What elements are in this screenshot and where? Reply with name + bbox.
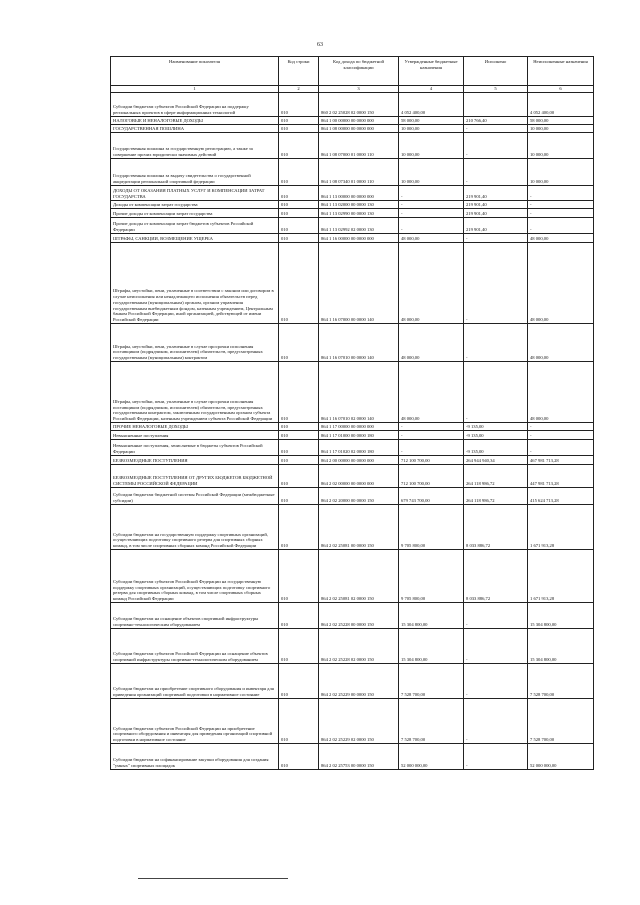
row-name-cell: НАЛОГОВЫЕ И НЕНАЛОГОВЫЕ ДОХОДЫ xyxy=(111,117,279,125)
row-line-code-cell: 010 xyxy=(279,456,319,465)
row-approved-cell: 679 743 700,00 xyxy=(399,488,464,505)
row-line-code-cell: 010 xyxy=(279,218,319,234)
row-executed-cell: - xyxy=(464,603,528,629)
row-executed-cell: - xyxy=(464,324,528,362)
row-income-code-cell: 864 1 16 07010 02 0000 140 xyxy=(319,362,399,423)
row-income-code-cell: 864 1 16 07000 00 0000 140 xyxy=(319,243,399,324)
row-executed-cell: 210 766,40 xyxy=(464,117,528,125)
row-name-cell: Субсидии бюджетам бюджетной системы Российской Федерации (межбюджетные субсидии) xyxy=(111,488,279,505)
row-income-code-cell: 864 2 02 25081 00 0000 150 xyxy=(319,505,399,550)
table-row xyxy=(111,209,594,218)
row-name-cell: Субсидии бюджетам на софинансирование закупки оборудования для создания "умных" спортивных площадок xyxy=(111,744,279,770)
table-row xyxy=(111,603,594,629)
row-line-code-cell: 010 xyxy=(279,465,319,488)
row-name-cell: ШТРАФЫ, САНКЦИИ, ВОЗМЕЩЕНИЕ УЩЕРБА xyxy=(111,234,279,243)
table-row xyxy=(111,431,594,440)
row-line-code-cell: 010 xyxy=(279,505,319,550)
table-row xyxy=(111,234,594,243)
row-income-code-cell: 864 1 08 07340 01 0000 110 xyxy=(319,159,399,186)
row-executed-cell: 8 033 886,72 xyxy=(464,505,528,550)
table-row xyxy=(111,324,594,362)
table-row xyxy=(111,699,594,744)
row-income-code-cell: 864 2 00 00000 00 0000 000 xyxy=(319,456,399,465)
budget-income-table xyxy=(110,56,594,770)
row-unexecuted-cell: 10 000,00 xyxy=(528,159,594,186)
row-unexecuted-cell: 48 000,00 xyxy=(528,324,594,362)
row-approved-cell: 7 528 700,00 xyxy=(399,664,464,699)
row-line-code-cell: 010 xyxy=(279,201,319,209)
row-name-cell: ГОСУДАРСТВЕННАЯ ПОШЛИНА xyxy=(111,125,279,133)
table-row xyxy=(111,550,594,603)
row-executed-cell: 264 944 940,34 xyxy=(464,456,528,465)
row-unexecuted-cell: - xyxy=(528,423,594,431)
table-row xyxy=(111,465,594,488)
row-unexecuted-cell: 415 624 713,28 xyxy=(528,488,594,505)
row-executed-cell: -9 135,00 xyxy=(464,431,528,440)
row-line-code-cell: 010 xyxy=(279,234,319,243)
row-executed-cell: - xyxy=(464,744,528,770)
row-name-cell: Доходы от компенсации затрат государства xyxy=(111,201,279,209)
row-executed-cell: -9 135,00 xyxy=(464,440,528,456)
header-line-code: Код строки xyxy=(279,57,319,86)
table-row xyxy=(111,201,594,209)
row-unexecuted-cell: 7 528 700,00 xyxy=(528,699,594,744)
table-row xyxy=(111,456,594,465)
row-line-code-cell: 010 xyxy=(279,209,319,218)
column-number: 4 xyxy=(399,86,464,93)
row-unexecuted-cell: 58 000,00 xyxy=(528,117,594,125)
row-unexecuted-cell: 467 981 713,28 xyxy=(528,456,594,465)
row-unexecuted-cell: 10 000,00 xyxy=(528,125,594,133)
row-line-code-cell: 010 xyxy=(279,117,319,125)
row-unexecuted-cell: 447 981 713,28 xyxy=(528,465,594,488)
row-income-code-cell: 864 2 02 25228 00 0000 150 xyxy=(319,603,399,629)
row-line-code-cell: 010 xyxy=(279,744,319,770)
header-row xyxy=(111,57,594,86)
row-executed-cell: 219 901,40 xyxy=(464,218,528,234)
row-approved-cell: 712 100 700,00 xyxy=(399,456,464,465)
row-executed-cell: - xyxy=(464,629,528,664)
row-income-code-cell: 864 1 17 00000 00 0000 000 xyxy=(319,423,399,431)
row-unexecuted-cell: 15 304 800,00 xyxy=(528,603,594,629)
row-line-code-cell: 010 xyxy=(279,133,319,159)
row-unexecuted-cell: 1 671 913,28 xyxy=(528,505,594,550)
column-number: 1 xyxy=(111,86,279,93)
row-unexecuted-cell: - xyxy=(528,209,594,218)
row-line-code-cell: 010 xyxy=(279,324,319,362)
row-income-code-cell: 864 2 02 25753 00 0000 150 xyxy=(319,744,399,770)
row-approved-cell: 9 705 800,00 xyxy=(399,505,464,550)
row-line-code-cell: 010 xyxy=(279,699,319,744)
row-name-cell: Штрафы, неустойки, пени, уплаченные в случае просрочки исполнения поставщиком (подрядчиком, исполнителем) обязательств, предусмотренных государственным контрактом, заключенным государственным органом субъекта Российской Федерации, казенным учреждением субъекта Российской Федерации xyxy=(111,362,279,423)
row-name-cell: Субсидии бюджетам субъектов Российской Федерации на оснащение объектов спортивной инфраструктуры спортивно-технологическим оборудованием xyxy=(111,629,279,664)
row-income-code-cell: 864 2 02 00000 00 0000 000 xyxy=(319,465,399,488)
row-income-code-cell: 864 1 13 02990 00 0000 130 xyxy=(319,209,399,218)
row-name-cell: Субсидии бюджетам на приобретение спортивного оборудования и инвентаря для приведения организаций спортивной подготовки в нормативное состояние xyxy=(111,664,279,699)
header-unexecuted: Неисполненные назначения xyxy=(528,57,594,86)
row-approved-cell: 4 052 400,00 xyxy=(399,93,464,117)
row-income-code-cell: 864 2 02 25229 00 0000 150 xyxy=(319,664,399,699)
row-income-code-cell: 864 1 16 00000 00 0000 000 xyxy=(319,234,399,243)
row-income-code-cell: 860 2 02 25028 02 0000 150 xyxy=(319,93,399,117)
row-line-code-cell: 010 xyxy=(279,550,319,603)
row-name-cell: Субсидии бюджетам субъектов Российской Федерации на государственную поддержку спортивных организаций, осуществляющих подготовку спортивного резерва для спортивных сборных команд, в том числе спортивных сборных команд Российской Федерации xyxy=(111,550,279,603)
row-line-code-cell: 010 xyxy=(279,243,319,324)
row-approved-cell: - xyxy=(399,218,464,234)
table-row xyxy=(111,629,594,664)
row-approved-cell: 712 100 700,00 xyxy=(399,465,464,488)
row-name-cell: БЕЗВОЗМЕЗДНЫЕ ПОСТУПЛЕНИЯ ОТ ДРУГИХ БЮДЖЕТОВ БЮДЖЕТНОЙ СИСТЕМЫ РОССИЙСКОЙ ФЕДЕРАЦИИ xyxy=(111,465,279,488)
row-name-cell: Невыясненные поступления, зачисляемые в бюджеты субъектов Российской Федерации xyxy=(111,440,279,456)
table-body xyxy=(111,93,594,770)
row-name-cell: ДОХОДЫ ОТ ОКАЗАНИЯ ПЛАТНЫХ УСЛУГ И КОМПЕНСАЦИИ ЗАТРАТ ГОСУДАРСТВА xyxy=(111,186,279,201)
table-row xyxy=(111,664,594,699)
row-executed-cell: - xyxy=(464,125,528,133)
row-income-code-cell: 864 2 02 25229 02 0000 150 xyxy=(319,699,399,744)
row-approved-cell: - xyxy=(399,201,464,209)
row-name-cell: Субсидии бюджетам субъектов Российской Федерации на поддержку региональных проектов в сфере информационных технологий xyxy=(111,93,279,117)
header-approved: Утвержденные бюджетные назначения xyxy=(399,57,464,86)
row-name-cell: Штрафы, неустойки, пени, уплаченные в соответствии с законом или договором в случае неисполнения или ненадлежащего исполнения обязательств перед государственным (муниципальным) органом, органом управления государственным внебюджетным фондом, казенным учреждением, Центральным банком Российской Федерации, иной организацией, действующей от имени Российской Федерации xyxy=(111,243,279,324)
row-executed-cell: - xyxy=(464,664,528,699)
row-name-cell: БЕЗВОЗМЕЗДНЫЕ ПОСТУПЛЕНИЯ xyxy=(111,456,279,465)
footer-divider xyxy=(138,878,288,879)
row-executed-cell: 219 901,40 xyxy=(464,209,528,218)
row-income-code-cell: 864 2 02 25228 02 0000 150 xyxy=(319,629,399,664)
row-line-code-cell: 010 xyxy=(279,125,319,133)
row-unexecuted-cell: 7 528 700,00 xyxy=(528,664,594,699)
table-row xyxy=(111,186,594,201)
row-approved-cell: - xyxy=(399,431,464,440)
row-unexecuted-cell: - xyxy=(528,186,594,201)
row-line-code-cell: 010 xyxy=(279,488,319,505)
row-name-cell: Государственная пошлина за выдачу свидетельства о государственной аккредитации региональной спортивной федерации xyxy=(111,159,279,186)
row-unexecuted-cell: - xyxy=(528,440,594,456)
row-line-code-cell: 010 xyxy=(279,664,319,699)
row-approved-cell: 10 000,00 xyxy=(399,125,464,133)
table-row xyxy=(111,93,594,117)
row-unexecuted-cell: 10 000,00 xyxy=(528,133,594,159)
row-income-code-cell: 864 1 16 07010 00 0000 140 xyxy=(319,324,399,362)
row-approved-cell: - xyxy=(399,423,464,431)
row-name-cell: Субсидии бюджетам на оснащение объектов спортивной инфраструктуры спортивно-технологическим оборудованием xyxy=(111,603,279,629)
row-income-code-cell: 864 1 13 02992 02 0000 130 xyxy=(319,218,399,234)
row-approved-cell: 52 000 000,00 xyxy=(399,744,464,770)
row-unexecuted-cell: 48 000,00 xyxy=(528,234,594,243)
row-executed-cell: 264 118 986,72 xyxy=(464,488,528,505)
row-unexecuted-cell: 48 000,00 xyxy=(528,362,594,423)
row-unexecuted-cell: 15 304 800,00 xyxy=(528,629,594,664)
row-name-cell: Прочие доходы от компенсации затрат государства xyxy=(111,209,279,218)
table-row xyxy=(111,117,594,125)
row-income-code-cell: 864 2 02 25081 02 0000 150 xyxy=(319,550,399,603)
row-income-code-cell: 864 1 13 00000 00 0000 000 xyxy=(319,186,399,201)
row-approved-cell: 48 000,00 xyxy=(399,243,464,324)
page-number: 63 xyxy=(317,42,323,48)
row-line-code-cell: 010 xyxy=(279,629,319,664)
row-approved-cell: 9 705 800,00 xyxy=(399,550,464,603)
row-unexecuted-cell: - xyxy=(528,431,594,440)
row-name-cell: Невыясненные поступления xyxy=(111,431,279,440)
table-row xyxy=(111,159,594,186)
row-unexecuted-cell: 4 052 400,00 xyxy=(528,93,594,117)
row-line-code-cell: 010 xyxy=(279,603,319,629)
row-line-code-cell: 010 xyxy=(279,440,319,456)
row-unexecuted-cell: - xyxy=(528,201,594,209)
row-approved-cell: 15 304 800,00 xyxy=(399,603,464,629)
table-row xyxy=(111,744,594,770)
table-row xyxy=(111,218,594,234)
row-unexecuted-cell: - xyxy=(528,218,594,234)
row-income-code-cell: 864 1 00 00000 00 0000 000 xyxy=(319,117,399,125)
row-executed-cell: - xyxy=(464,362,528,423)
row-executed-cell: 219 901,40 xyxy=(464,201,528,209)
header-income-code: Код дохода по бюджетной классификации xyxy=(319,57,399,86)
row-name-cell: Прочие доходы от компенсации затрат бюджетов субъектов Российской Федерации xyxy=(111,218,279,234)
row-executed-cell: - xyxy=(464,243,528,324)
row-line-code-cell: 010 xyxy=(279,186,319,201)
row-line-code-cell: 010 xyxy=(279,93,319,117)
row-name-cell: Штрафы, неустойки, пени, уплаченные в случае просрочки исполнения поставщиком (подрядчиком, исполнителем) обязательств, предусмотренных государственным (муниципальным) контрактом xyxy=(111,324,279,362)
row-approved-cell: 15 304 800,00 xyxy=(399,629,464,664)
row-line-code-cell: 010 xyxy=(279,423,319,431)
table-row xyxy=(111,133,594,159)
row-approved-cell: 48 000,00 xyxy=(399,324,464,362)
header-indicator-name: Наименование показателя xyxy=(111,57,279,86)
row-approved-cell: - xyxy=(399,209,464,218)
row-approved-cell: 10 000,00 xyxy=(399,159,464,186)
row-unexecuted-cell: 1 671 913,28 xyxy=(528,550,594,603)
row-income-code-cell: 864 2 02 20000 00 0000 150 xyxy=(319,488,399,505)
row-name-cell: Государственная пошлина за государственную регистрацию, а также за совершение прочих юридически значимых действий xyxy=(111,133,279,159)
row-executed-cell: - xyxy=(464,699,528,744)
header-executed: Исполнено xyxy=(464,57,528,86)
row-executed-cell: - xyxy=(464,159,528,186)
row-income-code-cell: 864 1 08 00000 00 0000 000 xyxy=(319,125,399,133)
row-income-code-cell: 864 1 08 07000 01 0000 110 xyxy=(319,133,399,159)
table-row xyxy=(111,488,594,505)
table-row xyxy=(111,423,594,431)
column-number: 5 xyxy=(464,86,528,93)
table-row xyxy=(111,362,594,423)
row-line-code-cell: 010 xyxy=(279,159,319,186)
row-approved-cell: 48 000,00 xyxy=(399,234,464,243)
row-approved-cell: - xyxy=(399,186,464,201)
row-name-cell: ПРОЧИЕ НЕНАЛОГОВЫЕ ДОХОДЫ xyxy=(111,423,279,431)
row-approved-cell: 7 528 700,00 xyxy=(399,699,464,744)
row-unexecuted-cell: 52 000 000,00 xyxy=(528,744,594,770)
row-line-code-cell: 010 xyxy=(279,431,319,440)
column-number: 6 xyxy=(528,86,594,93)
row-executed-cell: 264 118 986,72 xyxy=(464,465,528,488)
row-income-code-cell: 864 1 17 01000 00 0000 180 xyxy=(319,431,399,440)
row-line-code-cell: 010 xyxy=(279,362,319,423)
table-row xyxy=(111,243,594,324)
row-unexecuted-cell: 48 000,00 xyxy=(528,243,594,324)
table-row xyxy=(111,505,594,550)
column-number: 3 xyxy=(319,86,399,93)
row-name-cell: Субсидии бюджетам субъектов Российской Федерации на приобретение спортивного оборудования и инвентаря для приведения организаций спортивной подготовки в нормативное состояние xyxy=(111,699,279,744)
row-executed-cell: 219 901,40 xyxy=(464,186,528,201)
row-approved-cell: 10 000,00 xyxy=(399,133,464,159)
row-executed-cell xyxy=(464,93,528,117)
column-number: 2 xyxy=(279,86,319,93)
row-name-cell: Субсидии бюджетам на государственную поддержку спортивных организаций, осуществляющих подготовку спортивного резерва для спортивных сборных команд, в том числе спортивных сборных команд Российской Федерации xyxy=(111,505,279,550)
column-number-row xyxy=(111,86,594,93)
row-executed-cell: 8 033 886,72 xyxy=(464,550,528,603)
row-approved-cell: 58 000,00 xyxy=(399,117,464,125)
row-income-code-cell: 864 1 17 01020 02 0000 180 xyxy=(319,440,399,456)
row-executed-cell: - xyxy=(464,133,528,159)
row-income-code-cell: 864 1 13 02000 00 0000 130 xyxy=(319,201,399,209)
row-approved-cell: - xyxy=(399,440,464,456)
row-executed-cell: - xyxy=(464,234,528,243)
row-approved-cell: 48 000,00 xyxy=(399,362,464,423)
row-executed-cell: -9 135,00 xyxy=(464,423,528,431)
table-row xyxy=(111,125,594,133)
table-row xyxy=(111,440,594,456)
